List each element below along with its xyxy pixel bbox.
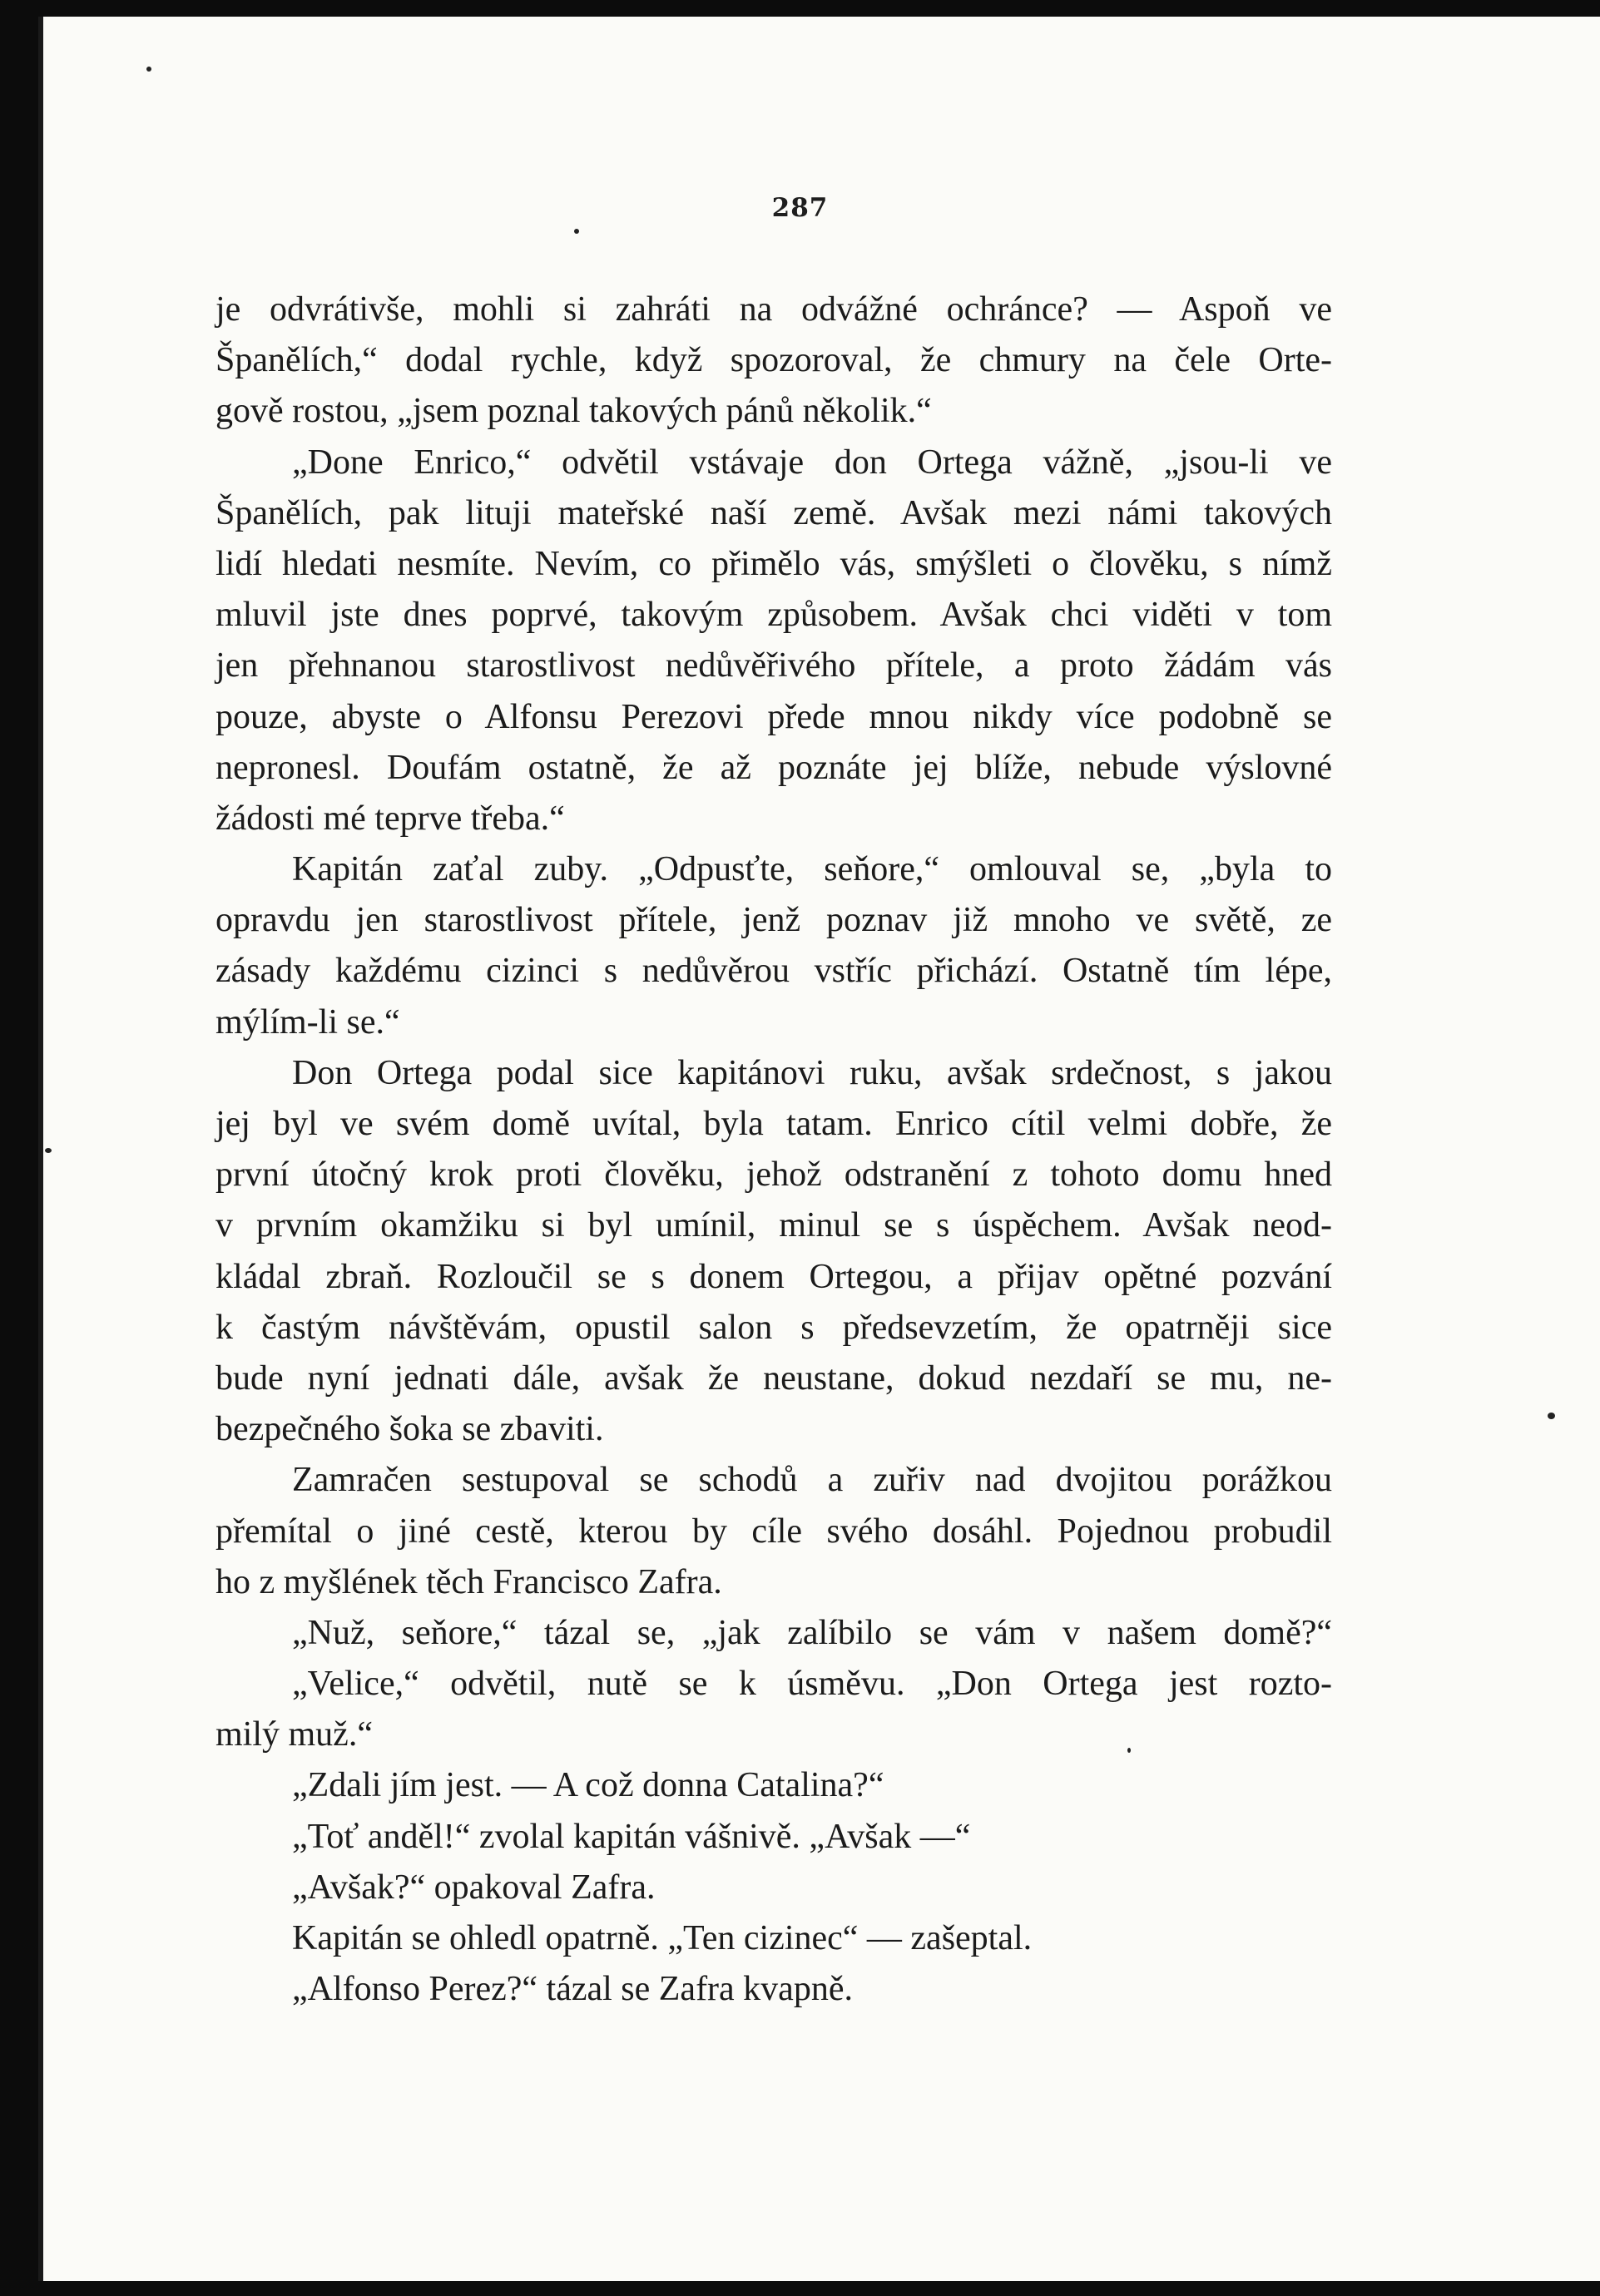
text-line: „Done Enrico,“ odvětil vstávaje don Ortega vážně, „jsou-li ve xyxy=(292,443,1332,482)
text-line: Španělích, pak lituji mateřské naší země. Avšak mezi námi takových xyxy=(215,493,1332,532)
text-line: Španělích,“ dodal rychle, když spozoroval, že chmury na čele Orte- xyxy=(215,341,1332,380)
text-line: „Avšak?“ opakoval Zafra. xyxy=(292,1868,656,1907)
text-line: Kapitán se ohledl opatrně. „Ten cizinec“ — zašeptal. xyxy=(292,1919,1033,1957)
text-line: „Alfonso Perez?“ tázal se Zafra kvapně. xyxy=(292,1970,853,2009)
text-line: mýlím-li se.“ xyxy=(215,1002,400,1042)
text-line: „Zdali jím jest. — A což donna Catalina?“ xyxy=(292,1766,884,1805)
text-line: první útočný krok proti člověku, jehož odstranění z tohoto domu hned xyxy=(215,1155,1332,1195)
text-line: jen přehnanou starostlivost nedůvěřivého přítele, a proto žádám vás xyxy=(215,646,1332,685)
text-line: gově rostou, „jsem poznal takových pánů několik.“ xyxy=(215,392,932,431)
text-line: mluvil jste dnes poprvé, takovým způsobem. Avšak chci viděti v tom xyxy=(215,596,1332,635)
text-line: k častým návštěvám, opustil salon s předsevzetím, že opatrněji sice xyxy=(215,1308,1332,1347)
print-speck xyxy=(146,67,151,72)
page-number: 287 xyxy=(771,193,829,223)
text-line: „Toť anděl!“ zvolal kapitán vášnivě. „Avšak —“ xyxy=(292,1817,971,1856)
text-line: v prvním okamžiku si byl umínil, minul se s úspěchem. Avšak neod- xyxy=(215,1206,1332,1245)
text-line: zásady každému cizinci s nedůvěrou vstříc přichází. Ostatně tím lépe, xyxy=(215,952,1332,991)
text-line: Zamračen sestupoval se schodů a zuřiv nad dvojitou porážkou xyxy=(292,1461,1332,1500)
text-line: žádosti mé teprve třeba.“ xyxy=(215,799,565,838)
text-line: „Velice,“ odvětil, nutě se k úsměvu. „Don Ortega jest rozto- xyxy=(292,1665,1332,1704)
print-speck xyxy=(574,229,579,234)
print-speck xyxy=(45,1148,52,1153)
text-line: Don Ortega podal sice kapitánovi ruku, avšak srdečnost, s jakou xyxy=(292,1053,1332,1092)
text-line: bude nyní jednati dále, avšak že neustane, dokud nezdaří se mu, ne- xyxy=(215,1358,1332,1398)
text-line: je odvrátivše, mohli si zahráti na odvážné ochránce? — Aspoň ve xyxy=(215,290,1332,329)
text-line: kládal zbraň. Rozloučil se s donem Ortegou, a přijav opětné pozvání xyxy=(215,1257,1332,1296)
text-line: nepronesl. Doufám ostatně, že až poznáte jej blíže, nebude výslovné xyxy=(215,748,1332,787)
text-line: přemítal o jiné cestě, kterou by cíle svého dosáhl. Pojednou probudil xyxy=(215,1512,1332,1551)
text-line: „Nuž, seňore,“ tázal se, „jak zalíbilo se vám v našem domě?“ xyxy=(292,1613,1332,1652)
text-line: lidí hledati nesmíte. Nevím, co přimělo vás, smýšleti o člověku, s nímž xyxy=(215,544,1332,583)
text-line: opravdu jen starostlivost přítele, jenž poznav již mnoho ve světě, ze xyxy=(215,901,1332,940)
print-speck xyxy=(1548,1413,1555,1419)
text-line: Kapitán zaťal zuby. „Odpusťte, seňore,“ omlouval se, „byla to xyxy=(292,850,1332,889)
text-line: milý muž.“ xyxy=(215,1715,373,1754)
text-line: bezpečného šoka se zbaviti. xyxy=(215,1410,604,1449)
text-line: pouze, abyste o Alfonsu Perezovi přede mnou nikdy více podobně se xyxy=(215,697,1332,736)
text-line: jej byl ve svém domě uvítal, byla tatam. Enrico cítil velmi dobře, že xyxy=(215,1105,1332,1143)
text-line: ho z myšlének těch Francisco Zafra. xyxy=(215,1562,722,1601)
print-speck xyxy=(1127,1748,1131,1753)
body-text xyxy=(215,285,1332,2015)
